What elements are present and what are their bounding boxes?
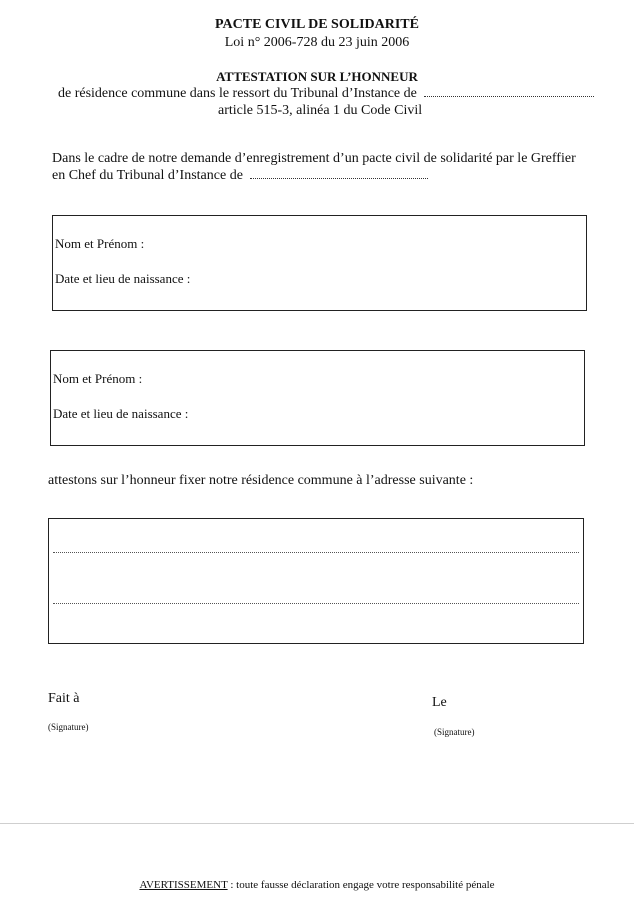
partner-2-name-label: Nom et Prénom : [53,371,143,386]
warning-notice [0,878,634,892]
partner-1-birth-label: Date et lieu de naissance : [55,271,191,286]
warning-text: : toute fausse déclaration engage votre responsabilité pénale [227,879,495,891]
partner-1-name-label: Nom et Prénom : [55,236,145,251]
attestation-subtitle [58,85,594,102]
attestation-line-1: de résidence commune dans le ressort du Tribunal d’Instance de [58,86,417,101]
date-label: Le [432,695,447,710]
address-line-2[interactable] [53,603,579,604]
tribunal-instance-dotted-field[interactable] [250,167,428,179]
intro-line-1: Dans le cadre de notre demande d’enregistrement d’un pacte civil de solidarité par le Greffier [52,151,576,166]
page-separator [0,823,634,824]
attestation-heading: ATTESTATION SUR L’HONNEUR [216,69,418,84]
intro-line-2-row [52,167,428,184]
document-title: PACTE CIVIL DE SOLIDARITÉ [215,17,419,32]
warning-label: AVERTISSEMENT [139,879,228,891]
signature-left: (Signature) [48,722,89,732]
address-box [48,518,584,644]
attestation-line-2: article 515-3, alinéa 1 du Code Civil [218,103,423,118]
partner-2-box [50,350,585,446]
signature-right: (Signature) [434,727,475,737]
place-label: Fait à [48,691,80,706]
tribunal-dotted-field[interactable] [424,85,594,97]
intro-line-2: en Chef du Tribunal d’Instance de [52,168,243,183]
partner-2-birth-label: Date et lieu de naissance : [53,406,189,421]
law-reference: Loi n° 2006-728 du 23 juin 2006 [224,35,410,50]
declaration-text: attestons sur l’honneur fixer notre résidence commune à l’adresse suivante : [48,473,474,488]
address-line-1[interactable] [53,552,579,553]
partner-1-box [52,215,587,311]
